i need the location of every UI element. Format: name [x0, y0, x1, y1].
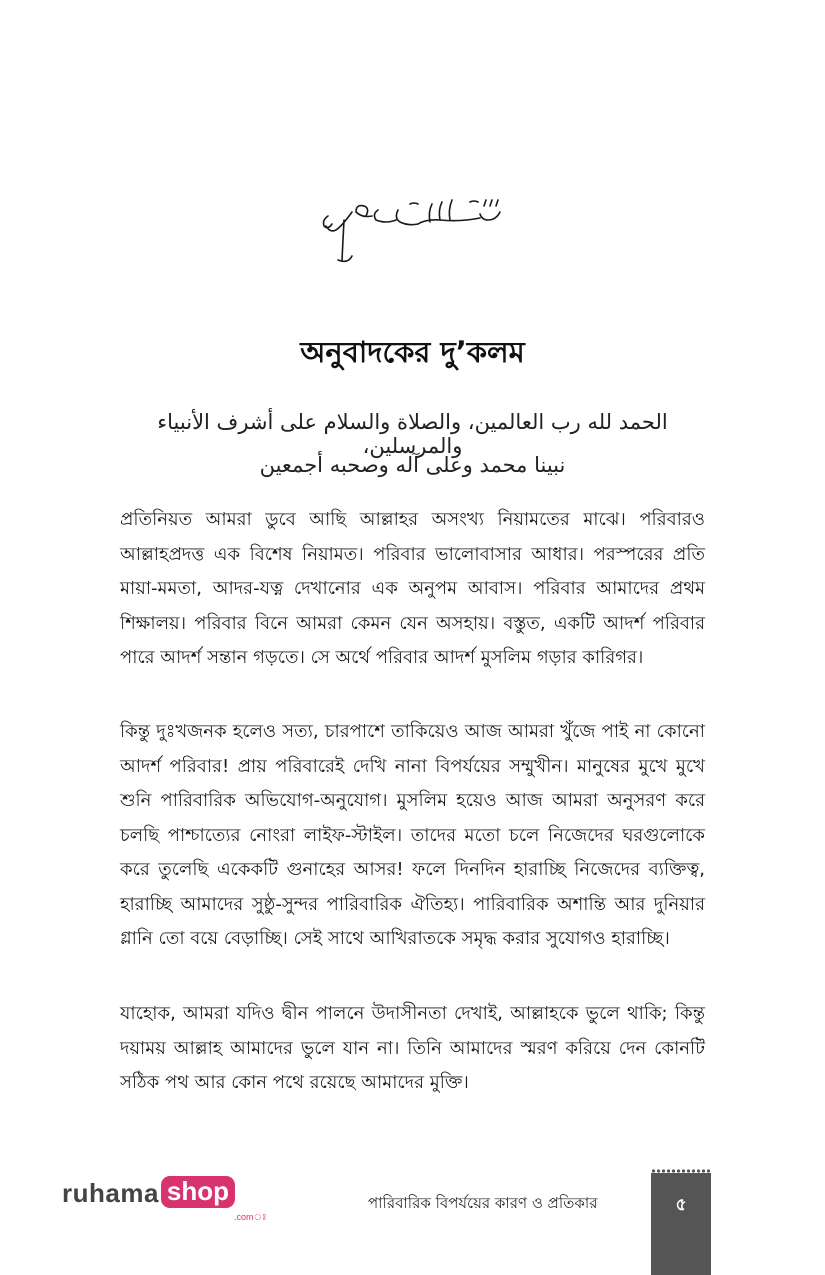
ruhamashop-logo: [62, 1176, 267, 1222]
arabic-invocation-line-1: الحمد لله رب العالمين، والصلاة والسلام على أشرف الأنبياء والمرسلين،: [157, 410, 668, 458]
running-footer-book-title: পারিবারিক বিপর্যয়ের কারণ ও প্রতিকার: [368, 1194, 598, 1212]
paragraph-3: যাহোক, আমরা যদিও দ্বীন পালনে উদাসীনতা দেখাই, আল্লাহকে ভুলে থাকি; কিন্তু দয়াময় আল্লাহ আমাদের ভুলে যান না। তিনি আমাদের স্মরণ করিয়ে দেন কোনটি সঠিক পথ আর কোন পথে রয়েছে আমাদের মুক্তি।: [120, 1003, 705, 1093]
paragraph-1: প্রতিনিয়ত আমরা ডুবে আছি আল্লাহর অসংখ্য নিয়ামতের মাঝে। পরিবারও আল্লাহপ্রদত্ত এক বিশেষ নিয়ামত। পরিবার ভালোবাসার আধার। পরস্পরের প্রতি মায়া-মমতা, আদর-যত্ন দেখানোর এক অনুপম আবাস। পরিবার আমাদের প্রথম শিক্ষালয়। পরিবার বিনে আমরা কেমন যেন অসহায়। বস্তুত, একটি আদর্শ পরিবার পারে আদর্শ সন্তান গড়তে। সে অর্থে পরিবার আদর্শ মুসলিম গড়ার কারিগর।: [120, 509, 705, 668]
page-number: ৫: [675, 1195, 687, 1215]
page-number-tab: [651, 1173, 711, 1275]
page-title: অনুবাদকের দু’কলম: [300, 335, 525, 369]
bismillah-calligraphy-art: [300, 190, 525, 270]
bismillah-calligraphy: [300, 190, 525, 270]
logo-shop-badge: shop: [161, 1176, 235, 1208]
arabic-invocation-line-2: نبينا محمد وعلى آله وصحبه أجمعين: [259, 453, 566, 477]
paragraph-2: কিন্তু দুঃখজনক হলেও সত্য, চারপাশে তাকিয়েও আজ আমরা খুঁজে পাই না কোনো আদর্শ পরিবার! প্রায় পরিবারেই দেখি নানা বিপর্যয়ের সম্মুখীন। মানুষের মুখে মুখে শুনি পারিবারিক অভিযোগ-অনুযোগ। মুসলিম হয়েও আজ আমরা অনুসরণ করে চলছি পাশ্চাত্যের নোংরা লাইফ-স্টাইল। তাদের মতো চলে নিজেদের ঘরগুলোকে করে তুলেছি একেকটি গুনাহের আসর! ফলে দিনদিন হারাচ্ছি নিজেদের ব্যক্তিত্ব, হারাচ্ছি আমাদের সুষ্ঠু-সুন্দর পারিবারিক ঐতিহ্য। পারিবারিক অশান্তি আর দুনিয়ার গ্লানি তো বয়ে বেড়াচ্ছি। সেই সাথে আখিরাতকে সমৃদ্ধ করার সুযোগও হারাচ্ছি।: [120, 721, 705, 949]
logo-com-text: .comঃ: [234, 1212, 267, 1222]
logo-ruhama-text: ruhama: [62, 1178, 159, 1208]
